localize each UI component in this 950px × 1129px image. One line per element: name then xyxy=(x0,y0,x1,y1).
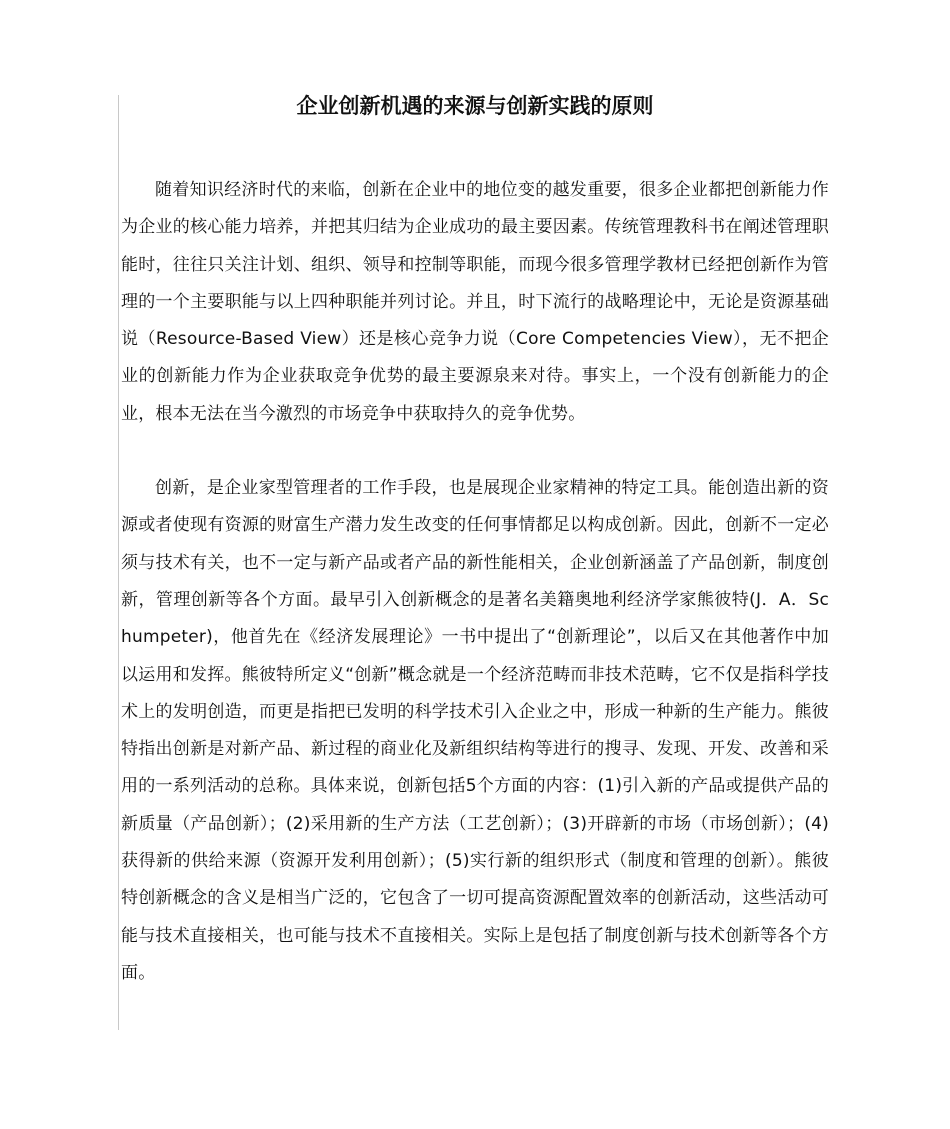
left-margin-line xyxy=(118,95,119,1030)
paragraph-1: 随着知识经济时代的来临，创新在企业中的地位变的越发重要，很多企业都把创新能力作为企业的核心能力培养，并把其归结为企业成功的最主要因素。传统管理教科书在阐述管理职能时，往往只关注计划、组织、领导和控制等职能，而现今很多管理学教材已经把创新作为管理的一个主要职能与以上四种职能并列讨论。并且，时下流行的战略理论中，无论是资源基础说（Resource-Based View）还是核心竞争力说（Core Competencies View），无不把企业的创新能力作为企业获取竞争优势的最主要源泉来对待。事实上，一个没有创新能力的企业，根本无法在当今激烈的市场竞争中获取持久的竞争优势。 xyxy=(121,180,829,424)
document-body xyxy=(121,172,829,992)
paragraph-2: 创新，是企业家型管理者的工作手段，也是展现企业家精神的特定工具。能创造出新的资源或者使现有资源的财富生产潜力发生改变的任何事情都足以构成创新。因此，创新不一定必须与技术有关，也不一定与新产品或者产品的新性能相关，企业创新涵盖了产品创新，制度创新，管理创新等各个方面。最早引入创新概念的是著名美籍奥地利经济学家熊彼特(J．A．Schumpeter)，他首先在《经济发展理论》一书中提出了“创新理论”，以后又在其他著作中加以运用和发挥。熊彼特所定义“创新”概念就是一个经济范畴而非技术范畴，它不仅是指科学技术上的发明创造，而更是指把已发明的科学技术引入企业之中，形成一种新的生产能力。熊彼特指出创新是对新产品、新过程的商业化及新组织结构等进行的搜寻、发现、开发、改善和采用的一系列活动的总称。具体来说，创新包括5个方面的内容：(1)引入新的产品或提供产品的新质量（产品创新）；(2)采用新的生产方法（工艺创新）；(3)开辟新的市场（市场创新）；(4)获得新的供给来源（资源开发利用创新）；(5)实行新的组织形式（制度和管理的创新）。熊彼特创新概念的含义是相当广泛的，它包含了一切可提高资源配置效率的创新活动，这些活动可能与技术直接相关，也可能与技术不直接相关。实际上是包括了制度创新与技术创新等各个方面。 xyxy=(121,478,829,983)
document-title: 企业创新机遇的来源与创新实践的原则 xyxy=(296,94,654,118)
